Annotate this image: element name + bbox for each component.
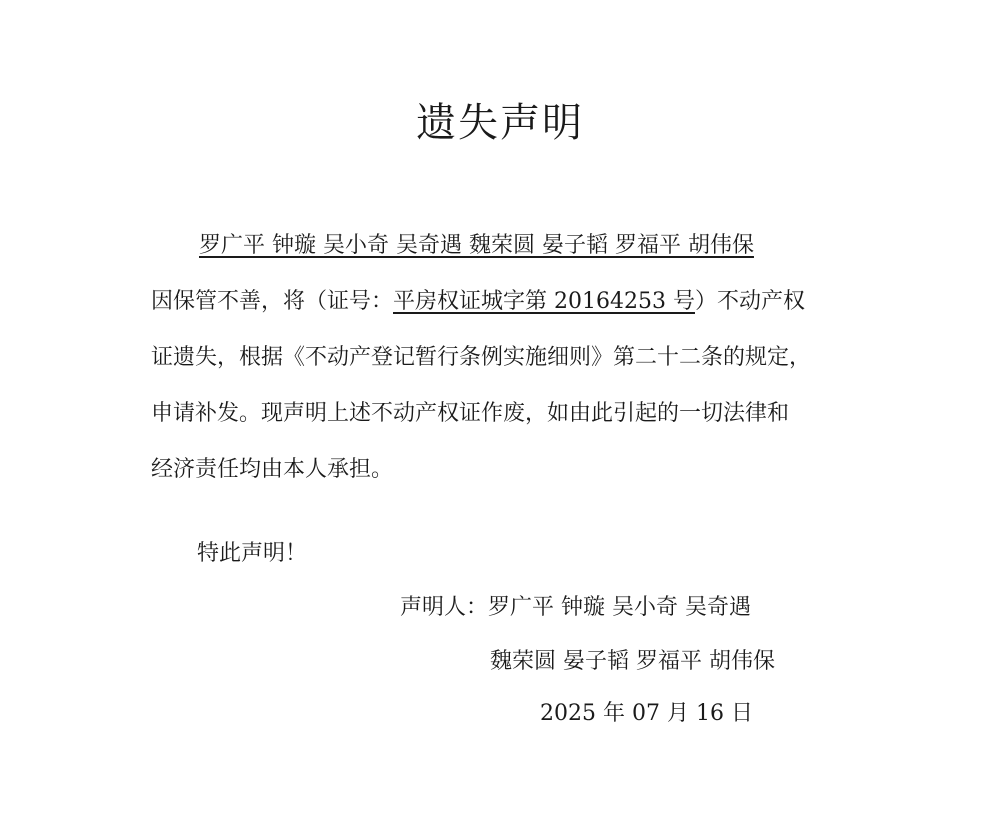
page-title: 遗失声明 [416,100,584,146]
statement-line-5: 经济责任均由本人承担。 [151,457,394,482]
closing-remark: 特此声明！ [197,541,308,566]
line2-suffix: ）不动产权 [694,289,805,314]
line2-prefix: 因保管不善，将（证号： [151,289,394,314]
owner-names: 罗广平 钟璇 吴小奇 吴奇遇 魏荣圆 晏子韬 罗福平 胡伟保 [199,233,754,258]
statement-body [151,218,851,498]
statement-line-3: 证遗失，根据《不动产登记暂行条例实施细则》第二十二条的规定， [151,345,812,370]
statement-line-4: 申请补发。现声明上述不动产权证作废，如由此引起的一切法律和 [151,401,790,426]
statement-date: 2025 年 07 月 16 日 [540,701,753,726]
certificate-number: 平房权证城字第 20164253 号 [393,289,695,314]
declarant-line-2: 魏荣圆 晏子韬 罗福平 胡伟保 [490,649,775,674]
statement-line-1 [151,218,851,274]
statement-line-2 [151,274,851,330]
declarant-line-1: 声明人：罗广平 钟璇 吴小奇 吴奇遇 [400,595,751,620]
